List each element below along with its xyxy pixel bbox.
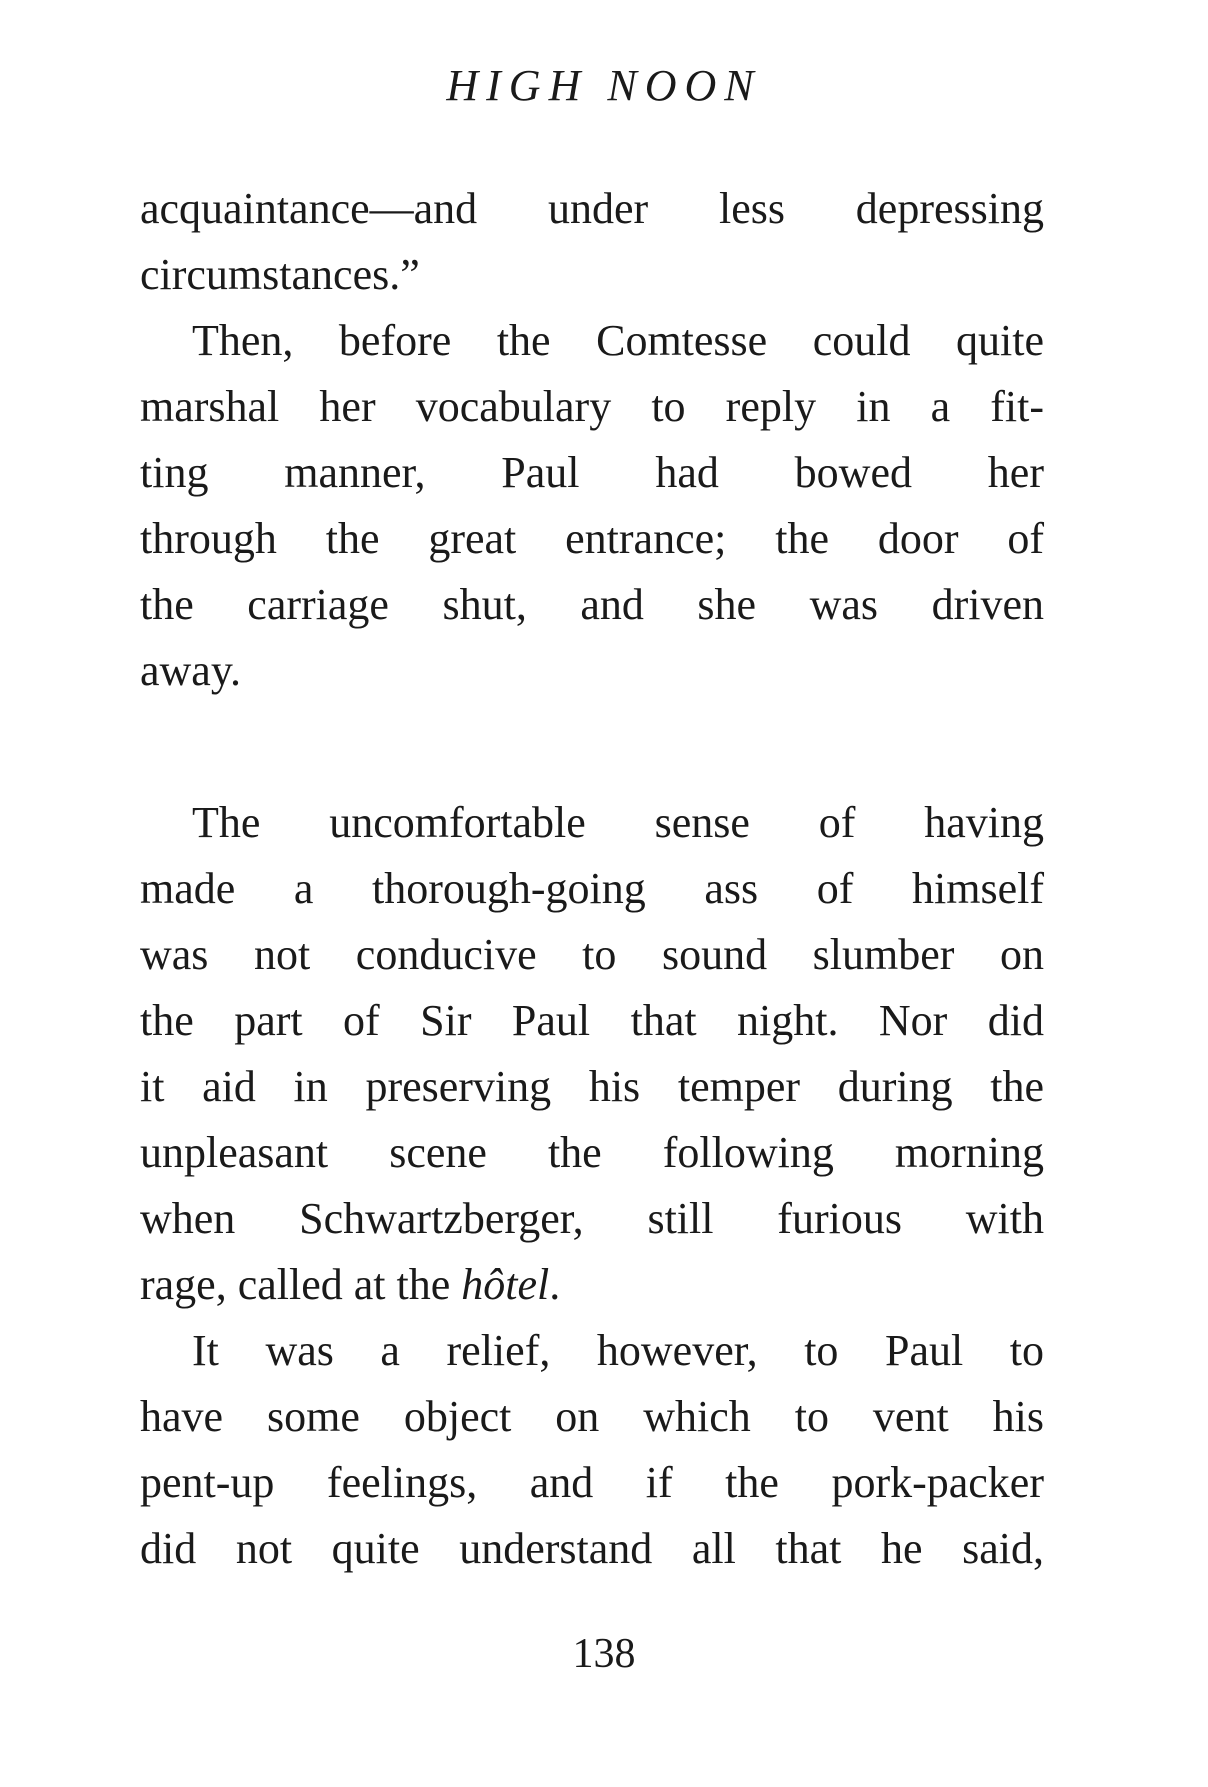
text-line: It was a relief, however, to Paul to (192, 1326, 1044, 1375)
text-line: did not quite understand all that he said, (140, 1524, 1044, 1573)
text-line: ting manner, Paul had bowed her (140, 448, 1044, 497)
text-line: made a thorough-going ass of himself (140, 864, 1044, 913)
running-header-title: HIGH NOON (446, 61, 762, 110)
text-line: away. (140, 646, 241, 695)
text-line: when Schwartzberger, still furious with (140, 1194, 1044, 1243)
text-line: was not conducive to sound slumber on (140, 930, 1044, 979)
paragraph-group-2 (140, 790, 1044, 1582)
text-line: circumstances.” (140, 250, 420, 299)
text-line: Then, before the Comtesse could quite (192, 316, 1044, 365)
text-line: have some object on which to vent his (140, 1392, 1044, 1441)
page-number: 138 (572, 1631, 636, 1677)
text-line: unpleasant scene the following morning (140, 1128, 1044, 1177)
italic-word: hôtel (461, 1260, 550, 1309)
text-line: through the great entrance; the door of (140, 514, 1044, 563)
text-line-with-italic (140, 1252, 1044, 1318)
text-line: The uncomfortable sense of having (192, 798, 1044, 847)
text-fragment: . (549, 1260, 561, 1309)
text-line: pent-up feelings, and if the pork-packer (140, 1458, 1044, 1507)
text-line: acquaintance—and under less depressing (140, 184, 1044, 233)
text-fragment: rage, called at the (140, 1260, 462, 1309)
text-line: the carriage shut, and she was driven (140, 580, 1044, 629)
text-line: it aid in preserving his temper during the (140, 1062, 1044, 1111)
text-line: marshal her vocabulary to reply in a fit- (140, 382, 1044, 431)
paragraph-group-1 (140, 176, 1044, 704)
text-line: the part of Sir Paul that night. Nor did (140, 996, 1044, 1045)
